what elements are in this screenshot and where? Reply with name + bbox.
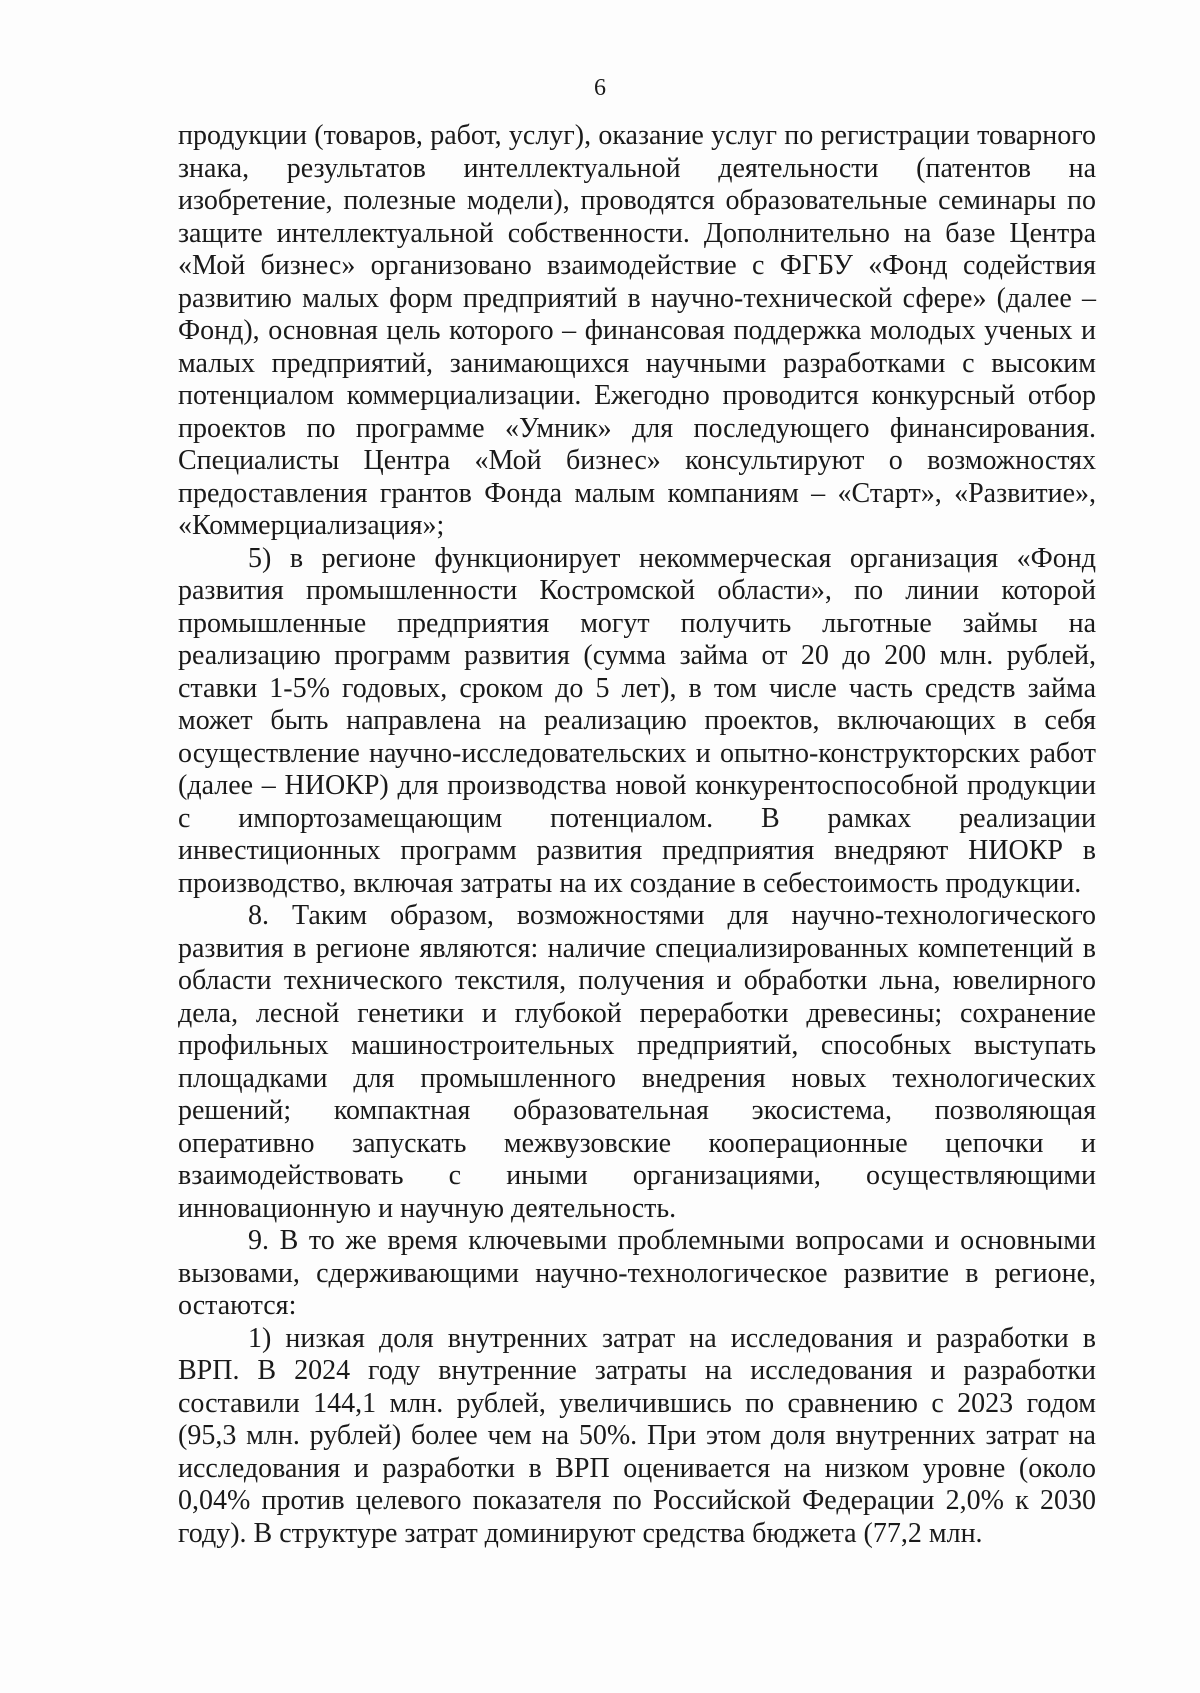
page-number: 6 xyxy=(594,75,606,101)
paragraph-8: 8. Таким образом, возможностями для научно-технологического развития в регионе являются: наличие специализированных компетенций в области технического текстиля, получения и обработки льна, ювелирного дела, лесной генетики и глубокой переработки древесины; сохранение профильных машиностроительных предприятий, способных выступать площадками для промышленного внедрения новых технологических решений; компактная образовательная экосистема, позволяющая оперативно запускать межвузовские кооперационные цепочки и взаимодействовать с иными организациями, осуществляющими инновационную и научную деятельность. xyxy=(178,900,1096,1224)
document-body xyxy=(178,120,1096,1550)
paragraph-item-1: 1) низкая доля внутренних затрат на исследования и разработки в ВРП. В 2024 году внутренние затраты на исследования и разработки составили 144,1 млн. рублей, увеличившись по сравнению с 2023 годом (95,3 млн. рублей) более чем на 50%. При этом доля внутренних затрат на исследования и разработки в ВРП оценивается на низком уровне (около 0,04% против целевого показателя по Российской Федерации 2,0% к 2030 году). В структуре затрат доминируют средства бюджета (77,2 млн. xyxy=(178,1322,1096,1549)
paragraph-item-5: 5) в регионе функционирует некоммерческая организация «Фонд развития промышленности Костромской области», по линии которой промышленные предприятия могут получить льготные займы на реализацию программ развития (сумма займа от 20 до 200 млн. рублей, ставки 1-5% годовых, сроком до 5 лет), в том числе часть средств займа может быть направлена на реализацию проектов, включающих в себя осуществление научно-исследовательских и опытно-конструкторских работ (далее – НИОКР) для производства новой конкурентоспособной продукции с импортозамещающим потенциалом. В рамках реализации инвестиционных программ развития предприятия внедряют НИОКР в производство, включая затраты на их создание в себестоимость продукции. xyxy=(178,542,1096,899)
paragraph-continuation: продукции (товаров, работ, услуг), оказание услуг по регистрации товарного знака, результатов интеллектуальной деятельности (патентов на изобретение, полезные модели), проводятся образовательные семинары по защите интеллектуальной собственности. Дополнительно на базе Центра «Мой бизнес» организовано взаимодействие с ФГБУ «Фонд содействия развитию малых форм предприятий в научно-технической сфере» (далее – Фонд), основная цель которого – финансовая поддержка молодых ученых и малых предприятий, занимающихся научными разработками с высоким потенциалом коммерциализации. Ежегодно проводится конкурсный отбор проектов по программе «Умник» для последующего финансирования. Специалисты Центра «Мой бизнес» консультируют о возможностях предоставления грантов Фонда малым компаниям – «Старт», «Развитие», «Коммерциализация»; xyxy=(178,120,1096,541)
paragraph-9: 9. В то же время ключевыми проблемными вопросами и основными вызовами, сдерживающими научно-технологическое развитие в регионе, остаются: xyxy=(178,1225,1096,1321)
